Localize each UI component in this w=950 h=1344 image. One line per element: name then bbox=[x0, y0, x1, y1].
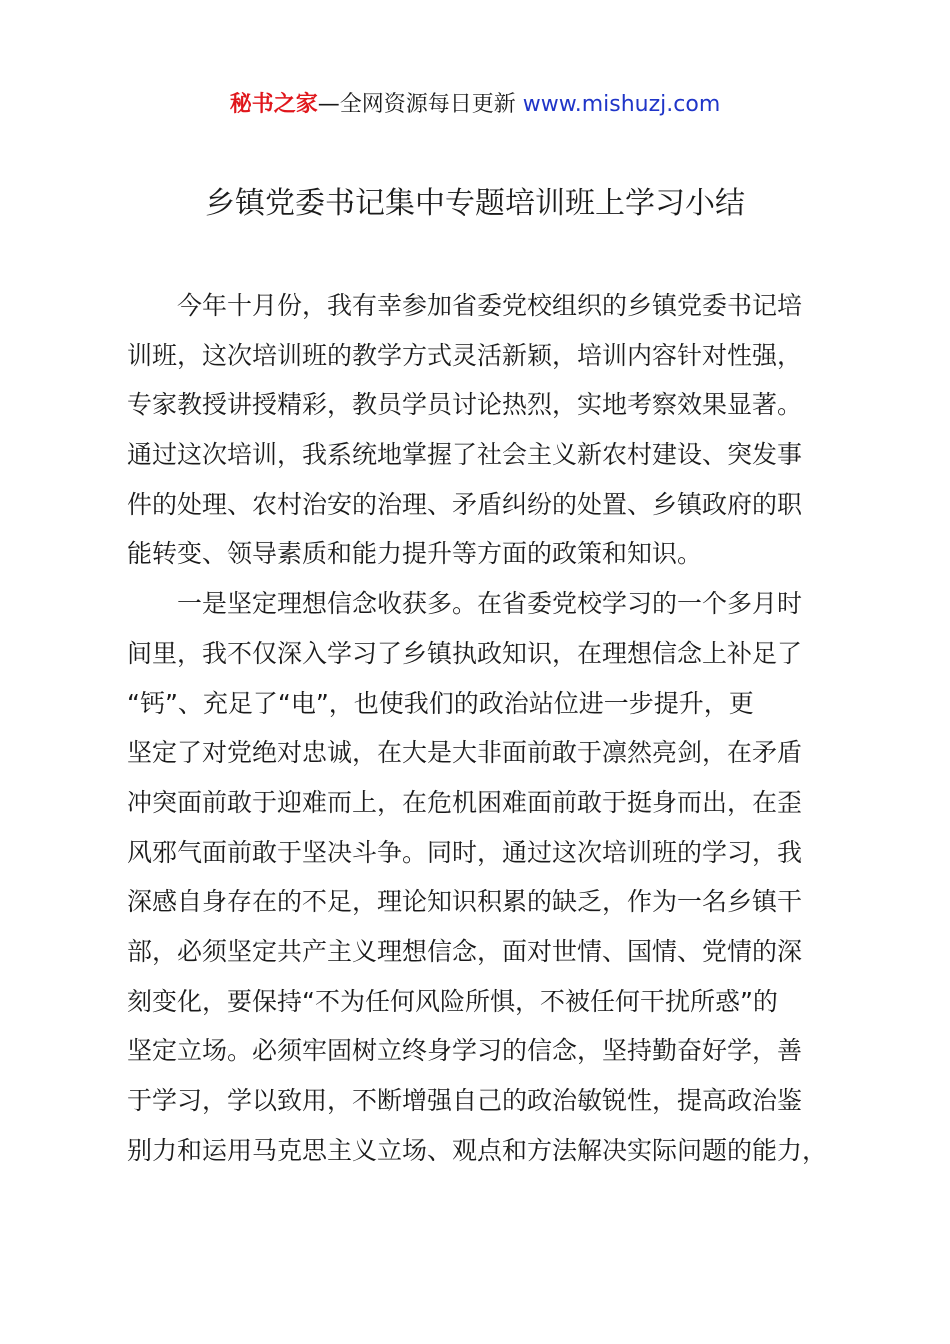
document-title: 乡镇党委书记集中专题培训班上学习小结 bbox=[205, 186, 745, 221]
paragraph-line: 冲突面前敢于迎难而上，在危机困难面前敢于挺身而出，在歪 bbox=[127, 787, 803, 817]
paragraph-line: 一是坚定理想信念收获多。在省委党校学习的一个多月时 bbox=[177, 589, 803, 619]
paragraph-line: 刻变化，要保持“不为任何风险所惧，不被任何干扰所惑”的 bbox=[127, 986, 778, 1016]
site-url[interactable]: www.mishuzj.com bbox=[522, 92, 721, 117]
document-body bbox=[127, 281, 847, 1175]
paragraph-line: 于学习，学以致用，不断增强自己的政治敏锐性，提高政治鉴 bbox=[127, 1086, 803, 1115]
paragraph-line: 今年十月份，我有幸参加省委党校组织的乡镇党委书记培 bbox=[177, 291, 803, 320]
paragraph-line: 深感自身存在的不足，理论知识积累的缺乏，作为一名乡镇干 bbox=[127, 887, 803, 917]
paragraph-line: 间里，我不仅深入学习了乡镇执政知识，在理想信念上补足了 bbox=[127, 638, 803, 668]
paragraph-line: 坚定立场。必须牢固树立终身学习的信念，坚持勤奋好学，善 bbox=[127, 1036, 803, 1066]
paragraph-line: 件的处理、农村治安的治理、矛盾纠纷的处置、乡镇政府的职 bbox=[127, 489, 803, 519]
paragraph-line: 风邪气面前敢于坚决斗争。同时，通过这次培训班的学习，我 bbox=[127, 837, 803, 867]
paragraph-line: 专家教授讲授精彩，教员学员讨论热烈，实地考察效果显著。 bbox=[127, 390, 803, 420]
paragraph-line: “钙”、充足了“电”，也使我们的政治站位进一步提升，更 bbox=[127, 688, 754, 718]
paragraph-line: 别力和运用马克思主义立场、观点和方法解决实际问题的能力， bbox=[127, 1135, 828, 1165]
paragraph-line: 部，必须坚定共产主义理想信念，面对世情、国情、党情的深 bbox=[127, 936, 803, 966]
paragraph-line: 训班，这次培训班的教学方式灵活新颖，培训内容针对性强， bbox=[127, 340, 803, 370]
paragraph-line: 坚定了对党绝对忠诚，在大是大非面前敢于凛然亮剑，在矛盾 bbox=[127, 738, 803, 768]
header-tagline: —全网资源每日更新 bbox=[317, 92, 523, 117]
brand-name: 秘书之家 bbox=[229, 92, 318, 117]
paragraph-line: 通过这次培训，我系统地掌握了社会主义新农村建设、突发事 bbox=[127, 440, 803, 470]
page-header bbox=[0, 88, 950, 122]
paragraph-line: 能转变、领导素质和能力提升等方面的政策和知识。 bbox=[127, 539, 703, 569]
